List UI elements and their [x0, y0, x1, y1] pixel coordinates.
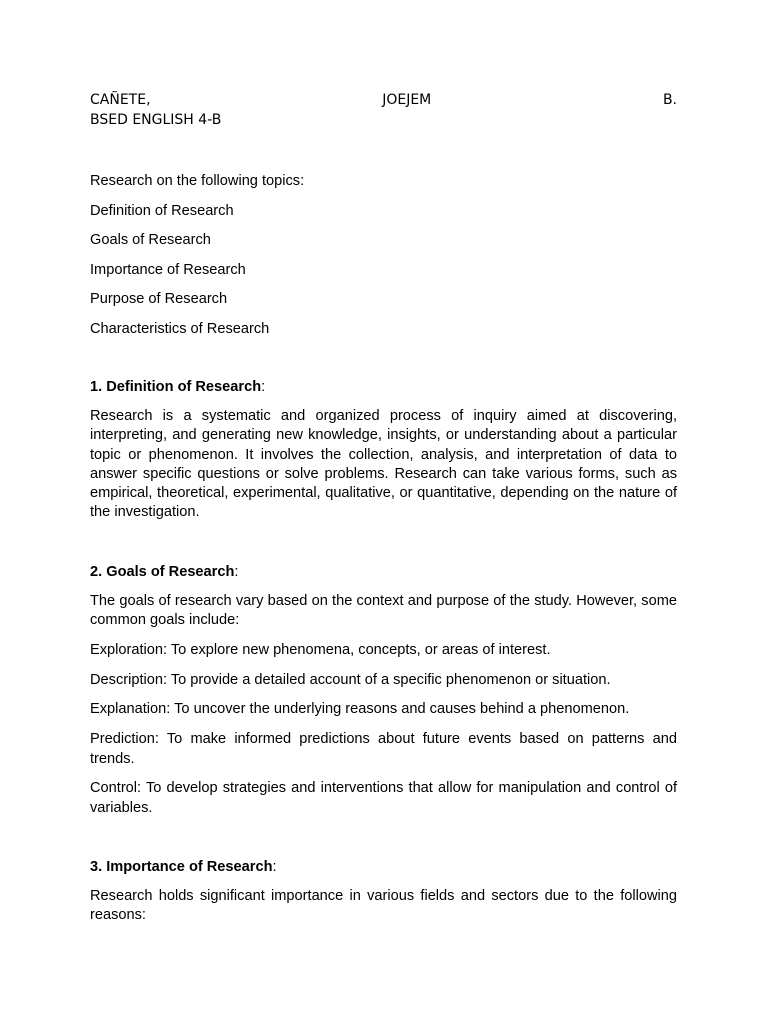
section-heading-text: 3. Importance of Research [90, 858, 273, 875]
goal-item: Description: To provide a detailed account of a specific phenomenon or situation. [90, 671, 611, 688]
section-heading-importance [90, 858, 677, 877]
goal-item: Prediction: To make informed predictions about future events based on patterns and trends. [90, 731, 677, 767]
goals-paragraph: The goals of research vary based on the context and purpose of the study. However, some common goals include: [90, 592, 677, 629]
topic-item: Importance of Research [90, 261, 246, 278]
student-last-name: CAÑETE, [90, 92, 151, 108]
definition-paragraph: Research is a systematic and organized process of inquiry aimed at discovering, interpreting, and generating new knowledge, insights, or understanding about a particular topic or phenomenon. It involves the collection, analysis, and interpretation of data to answer specific questions or solve problems. Research can take various forms, such as empirical, theoretical, experimental, qualitative, or quantitative, depending on the nature of the investigation. [90, 407, 677, 521]
section-heading-colon: : [261, 378, 266, 395]
goal-item: Exploration: To explore new phenomena, concepts, or areas of interest. [90, 641, 551, 658]
topic-item: Definition of Research [90, 202, 234, 219]
student-first-name: JOEJEM [382, 92, 432, 108]
section-heading-colon: : [234, 563, 239, 580]
section-heading-colon: : [272, 858, 277, 875]
section-heading-text: 1. Definition of Research [90, 378, 262, 395]
goal-item: Control: To develop strategies and interventions that allow for manipulation and control of variables. [90, 780, 677, 816]
section-heading-definition [90, 378, 677, 397]
topic-item: Characteristics of Research [90, 320, 270, 337]
topics-lead: Research on the following topics: [90, 173, 305, 189]
importance-paragraph: Research holds significant importance in various fields and sectors due to the following reasons: [90, 887, 677, 924]
document-page [90, 90, 677, 926]
goal-item: Explanation: To uncover the underlying reasons and causes behind a phenomenon. [90, 701, 630, 718]
student-middle-initial: B. [662, 92, 677, 108]
topics-intro [90, 172, 677, 339]
section-heading-goals [90, 563, 677, 582]
student-class: BSED ENGLISH 4-B [90, 112, 222, 128]
section-heading-text: 2. Goals of Research [90, 563, 235, 580]
topic-item: Goals of Research [90, 232, 211, 249]
topic-item: Purpose of Research [90, 291, 228, 308]
student-name-line [90, 90, 677, 111]
